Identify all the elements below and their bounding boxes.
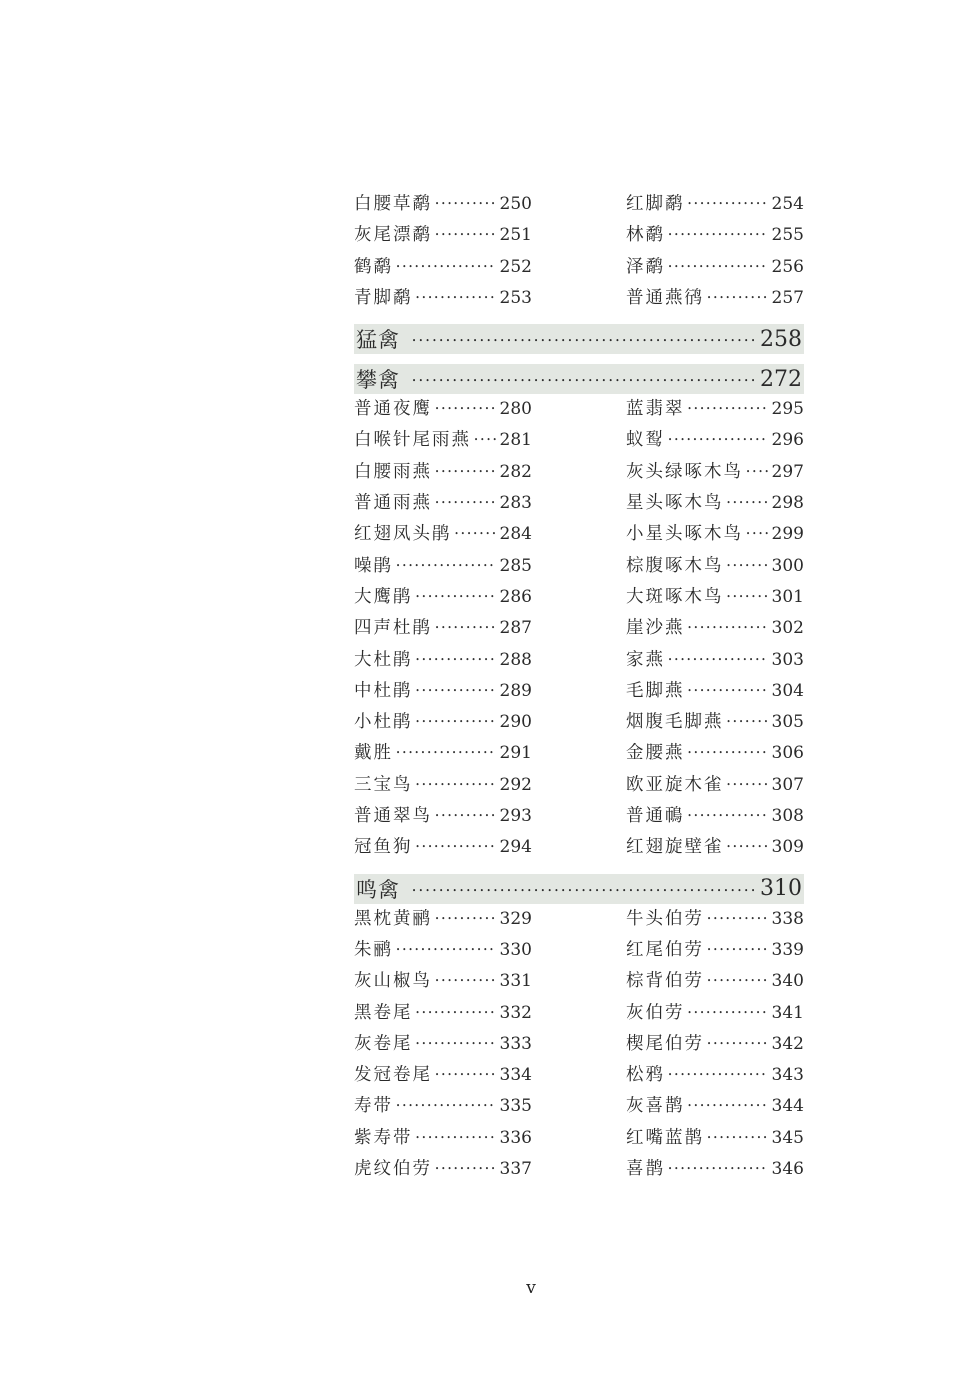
entry-title: 林鹬: [626, 225, 665, 246]
toc-entry[interactable]: [354, 283, 532, 314]
entry-title: 寿带: [354, 1096, 393, 1117]
leader-dots: [435, 190, 496, 223]
leader-dots: [416, 833, 496, 866]
entry-title: 朱鹂: [354, 939, 393, 960]
toc-entry[interactable]: [626, 252, 804, 283]
toc-entry[interactable]: [626, 676, 804, 707]
entry-page-number: 341: [771, 1002, 804, 1023]
toc-entry[interactable]: [626, 1154, 804, 1185]
leader-dots: [416, 1030, 496, 1063]
entry-page-number: 280: [499, 399, 532, 420]
leader-dots: [416, 999, 496, 1032]
leader-dots: [688, 1092, 768, 1125]
entry-title: 黑枕黄鹂: [354, 908, 432, 929]
leader-dots: [727, 552, 768, 585]
entry-page-number: 250: [499, 194, 532, 214]
entry-page-number: 287: [499, 618, 532, 639]
leader-dots: [727, 833, 768, 866]
entry-page-number: 251: [499, 225, 532, 246]
entry-page-number: 343: [771, 1065, 804, 1086]
toc-entry[interactable]: [626, 707, 804, 738]
entry-page-number: 257: [771, 287, 804, 308]
leader-dots: [435, 458, 496, 491]
leader-dots: [416, 677, 496, 710]
section-page-number: 310: [760, 876, 802, 902]
entry-page-number: 284: [499, 524, 532, 545]
section-title: 猛禽: [356, 328, 400, 353]
leader-dots: [435, 1155, 496, 1188]
entry-title: 星头啄木鸟: [626, 493, 724, 514]
entry-page-number: 339: [771, 939, 804, 960]
entry-page-number: 295: [771, 399, 804, 420]
entry-title: 红翅凤头鹃: [354, 524, 452, 545]
entry-title: 虎纹伯劳: [354, 1159, 432, 1180]
leader-dots: [435, 905, 496, 938]
table-of-contents: [354, 189, 804, 1185]
toc-entry[interactable]: [626, 904, 804, 935]
toc-entry[interactable]: [354, 1060, 532, 1091]
leader-dots: [688, 190, 768, 223]
toc-entry[interactable]: [626, 998, 804, 1029]
entry-page-number: 307: [771, 774, 804, 795]
leader-dots: [707, 967, 768, 1000]
entry-page-number: 308: [771, 806, 804, 827]
toc-column-right: [626, 904, 804, 1186]
entry-page-number: 340: [771, 971, 804, 992]
toc-entry[interactable]: [354, 252, 532, 283]
leader-dots: [416, 708, 496, 741]
entry-page-number: 330: [499, 939, 532, 960]
leader-dots: [688, 802, 768, 835]
leader-dots: [396, 253, 496, 286]
leader-dots: [707, 284, 768, 317]
entry-title: 白腰草鹬: [354, 194, 432, 214]
entry-title: 棕背伯劳: [626, 971, 704, 992]
leader-dots: [746, 520, 768, 553]
toc-entry[interactable]: [354, 394, 532, 425]
leader-dots: [455, 520, 496, 553]
entry-title: 灰伯劳: [626, 1002, 685, 1023]
toc-entry[interactable]: [354, 770, 532, 801]
entry-title: 白腰雨燕: [354, 461, 432, 482]
entry-title: 金腰燕: [626, 743, 685, 764]
entry-page-number: 331: [499, 971, 532, 992]
entry-page-number: 292: [499, 774, 532, 795]
leader-dots: [474, 426, 496, 459]
toc-entry[interactable]: [626, 1123, 804, 1154]
toc-entry[interactable]: [626, 801, 804, 832]
entry-title: 青脚鹬: [354, 287, 413, 308]
entry-page-number: 302: [771, 618, 804, 639]
entry-page-number: 254: [771, 194, 804, 214]
leader-dots: [396, 1092, 496, 1125]
entry-title: 小杜鹃: [354, 712, 413, 733]
toc-entry[interactable]: [354, 1029, 532, 1060]
entry-page-number: 335: [499, 1096, 532, 1117]
toc-entry[interactable]: [626, 220, 804, 251]
leader-dots: [688, 739, 768, 772]
entry-title: 家燕: [626, 649, 665, 670]
toc-entry[interactable]: [354, 904, 532, 935]
toc-entry[interactable]: [626, 189, 804, 220]
leader-dots: [688, 614, 768, 647]
entry-page-number: 337: [499, 1159, 532, 1180]
leader-dots: [707, 1124, 768, 1157]
entry-title: 中杜鹃: [354, 680, 413, 701]
leader-dots: [668, 426, 768, 459]
leader-dots: [435, 614, 496, 647]
toc-column-left: [354, 904, 532, 1186]
entry-page-number: 334: [499, 1065, 532, 1086]
toc-entry[interactable]: [626, 1060, 804, 1091]
leader-dots: [396, 936, 496, 969]
toc-entry[interactable]: [354, 1154, 532, 1185]
entry-title: 烟腹毛脚燕: [626, 712, 724, 733]
section-heading-raptors[interactable]: [354, 324, 804, 354]
toc-entry[interactable]: [354, 966, 532, 997]
entry-title: 噪鹃: [354, 555, 393, 576]
entry-page-number: 286: [499, 586, 532, 607]
page-number: v: [526, 1278, 536, 1298]
entry-title: 小星头啄木鸟: [626, 524, 743, 545]
entry-title: 蚁䴕: [626, 430, 665, 451]
toc-entry[interactable]: [354, 613, 532, 644]
entry-title: 紫寿带: [354, 1127, 413, 1148]
entry-page-number: 346: [771, 1159, 804, 1180]
entry-page-number: 289: [499, 680, 532, 701]
toc-entry[interactable]: [626, 645, 804, 676]
toc-entry[interactable]: [354, 645, 532, 676]
entry-page-number: 253: [499, 287, 532, 308]
toc-group-songbirds: [354, 904, 804, 1186]
toc-column-left: [354, 189, 532, 314]
leader-dots: [727, 708, 768, 741]
leader-dots: [412, 367, 754, 391]
entry-title: 普通夜鹰: [354, 399, 432, 420]
leader-dots: [688, 677, 768, 710]
toc-entry[interactable]: [626, 1091, 804, 1122]
leader-dots: [727, 489, 768, 522]
entry-page-number: 294: [499, 837, 532, 858]
leader-dots: [416, 771, 496, 804]
entry-title: 发冠卷尾: [354, 1065, 432, 1086]
leader-dots: [435, 1061, 496, 1094]
leader-dots: [688, 999, 768, 1032]
entry-page-number: 329: [499, 908, 532, 929]
leader-dots: [416, 583, 496, 616]
leader-dots: [435, 967, 496, 1000]
leader-dots: [435, 395, 496, 428]
entry-title: 普通雨燕: [354, 493, 432, 514]
section-heading-climbers[interactable]: [354, 364, 804, 394]
leader-dots: [396, 552, 496, 585]
toc-entry[interactable]: [354, 935, 532, 966]
toc-entry[interactable]: [354, 676, 532, 707]
entry-title: 松鸦: [626, 1065, 665, 1086]
entry-page-number: 299: [771, 524, 804, 545]
entry-title: 普通翠鸟: [354, 806, 432, 827]
entry-title: 灰卷尾: [354, 1033, 413, 1054]
entry-title: 灰头绿啄木鸟: [626, 461, 743, 482]
toc-column-right: [626, 189, 804, 314]
entry-title: 红翅旋壁雀: [626, 837, 724, 858]
entry-title: 欧亚旋木雀: [626, 774, 724, 795]
toc-column-left: [354, 394, 532, 863]
toc-entry[interactable]: [354, 738, 532, 769]
entry-title: 鹤鹬: [354, 256, 393, 277]
entry-page-number: 290: [499, 712, 532, 733]
leader-dots: [668, 646, 768, 679]
entry-page-number: 256: [771, 256, 804, 277]
entry-title: 牛头伯劳: [626, 908, 704, 929]
entry-title: 泽鹬: [626, 256, 665, 277]
entry-page-number: 252: [499, 256, 532, 277]
entry-title: 冠鱼狗: [354, 837, 413, 858]
toc-entry[interactable]: [626, 613, 804, 644]
leader-dots: [416, 284, 496, 317]
toc-entry[interactable]: [354, 457, 532, 488]
entry-page-number: 283: [499, 493, 532, 514]
entry-title: 大斑啄木鸟: [626, 586, 724, 607]
leader-dots: [416, 646, 496, 679]
toc-entry[interactable]: [626, 966, 804, 997]
entry-page-number: 281: [499, 430, 532, 451]
leader-dots: [412, 327, 754, 351]
entry-page-number: 293: [499, 806, 532, 827]
leader-dots: [668, 1061, 768, 1094]
entry-page-number: 282: [499, 461, 532, 482]
entry-title: 蓝翡翠: [626, 399, 685, 420]
toc-entry[interactable]: [354, 519, 532, 550]
toc-entry[interactable]: [354, 998, 532, 1029]
toc-entry[interactable]: [354, 1123, 532, 1154]
entry-page-number: 344: [771, 1096, 804, 1117]
section-title: 鸣禽: [356, 877, 400, 902]
entry-page-number: 297: [771, 461, 804, 482]
entry-page-number: 301: [771, 586, 804, 607]
section-page-number: 258: [760, 326, 802, 352]
entry-title: 大鹰鹃: [354, 586, 413, 607]
entry-page-number: 255: [771, 225, 804, 246]
entry-page-number: 306: [771, 743, 804, 764]
leader-dots: [746, 458, 768, 491]
entry-title: 红脚鹬: [626, 194, 685, 214]
entry-title: 灰喜鹊: [626, 1096, 685, 1117]
entry-page-number: 288: [499, 649, 532, 670]
leader-dots: [707, 1030, 768, 1063]
toc-entry[interactable]: [354, 425, 532, 456]
entry-title: 毛脚燕: [626, 680, 685, 701]
toc-entry[interactable]: [626, 283, 804, 314]
toc-entry[interactable]: [626, 394, 804, 425]
entry-page-number: 285: [499, 555, 532, 576]
entry-title: 大杜鹃: [354, 649, 413, 670]
toc-entry[interactable]: [626, 935, 804, 966]
toc-entry[interactable]: [354, 1091, 532, 1122]
toc-entry[interactable]: [354, 220, 532, 251]
leader-dots: [435, 489, 496, 522]
toc-entry[interactable]: [354, 582, 532, 613]
toc-entry[interactable]: [354, 488, 532, 519]
entry-page-number: 298: [771, 493, 804, 514]
entry-page-number: 333: [499, 1033, 532, 1054]
toc-entry[interactable]: [626, 551, 804, 582]
leader-dots: [416, 1124, 496, 1157]
toc-entry[interactable]: [354, 832, 532, 863]
entry-page-number: 338: [771, 908, 804, 929]
toc-entry[interactable]: [626, 582, 804, 613]
leader-dots: [707, 936, 768, 969]
entry-title: 灰山椒鸟: [354, 971, 432, 992]
entry-page-number: 332: [499, 1002, 532, 1023]
leader-dots: [668, 221, 768, 254]
entry-title: 红嘴蓝鹊: [626, 1127, 704, 1148]
toc-entry[interactable]: [626, 738, 804, 769]
entry-title: 普通燕鸻: [626, 287, 704, 308]
entry-title: 崖沙燕: [626, 618, 685, 639]
entry-title: 楔尾伯劳: [626, 1033, 704, 1054]
toc-entry[interactable]: [354, 189, 532, 220]
entry-page-number: 342: [771, 1033, 804, 1054]
entry-page-number: 291: [499, 743, 532, 764]
section-title: 攀禽: [356, 368, 400, 393]
toc-entry[interactable]: [626, 832, 804, 863]
entry-title: 红尾伯劳: [626, 939, 704, 960]
toc-entry[interactable]: [626, 488, 804, 519]
leader-dots: [688, 395, 768, 428]
toc-entry[interactable]: [626, 519, 804, 550]
section-page-number: 272: [760, 366, 802, 392]
entry-page-number: 303: [771, 649, 804, 670]
entry-title: 白喉针尾雨燕: [354, 430, 471, 451]
toc-entry[interactable]: [626, 770, 804, 801]
leader-dots: [396, 739, 496, 772]
entry-page-number: 304: [771, 680, 804, 701]
toc-entry[interactable]: [354, 707, 532, 738]
toc-group-shorebirds: [354, 189, 804, 314]
toc-entry[interactable]: [626, 457, 804, 488]
section-heading-songbirds[interactable]: [354, 874, 804, 904]
entry-title: 喜鹊: [626, 1159, 665, 1180]
entry-title: 棕腹啄木鸟: [626, 555, 724, 576]
leader-dots: [435, 802, 496, 835]
entry-title: 灰尾漂鹬: [354, 225, 432, 246]
toc-group-climbers: [354, 394, 804, 863]
entry-page-number: 300: [771, 555, 804, 576]
toc-entry[interactable]: [354, 801, 532, 832]
leader-dots: [412, 877, 754, 901]
entry-title: 普通鳾: [626, 806, 685, 827]
entry-page-number: 345: [771, 1127, 804, 1148]
toc-column-right: [626, 394, 804, 863]
entry-title: 戴胜: [354, 743, 393, 764]
entry-page-number: 296: [771, 430, 804, 451]
leader-dots: [435, 221, 496, 254]
toc-entry[interactable]: [626, 425, 804, 456]
entry-page-number: 309: [771, 837, 804, 858]
entry-title: 三宝鸟: [354, 774, 413, 795]
leader-dots: [727, 583, 768, 616]
entry-title: 黑卷尾: [354, 1002, 413, 1023]
leader-dots: [707, 905, 768, 938]
leader-dots: [668, 1155, 768, 1188]
leader-dots: [668, 253, 768, 286]
toc-entry[interactable]: [354, 551, 532, 582]
entry-page-number: 305: [771, 712, 804, 733]
toc-entry[interactable]: [626, 1029, 804, 1060]
leader-dots: [727, 771, 768, 804]
entry-page-number: 336: [499, 1127, 532, 1148]
entry-title: 四声杜鹃: [354, 618, 432, 639]
